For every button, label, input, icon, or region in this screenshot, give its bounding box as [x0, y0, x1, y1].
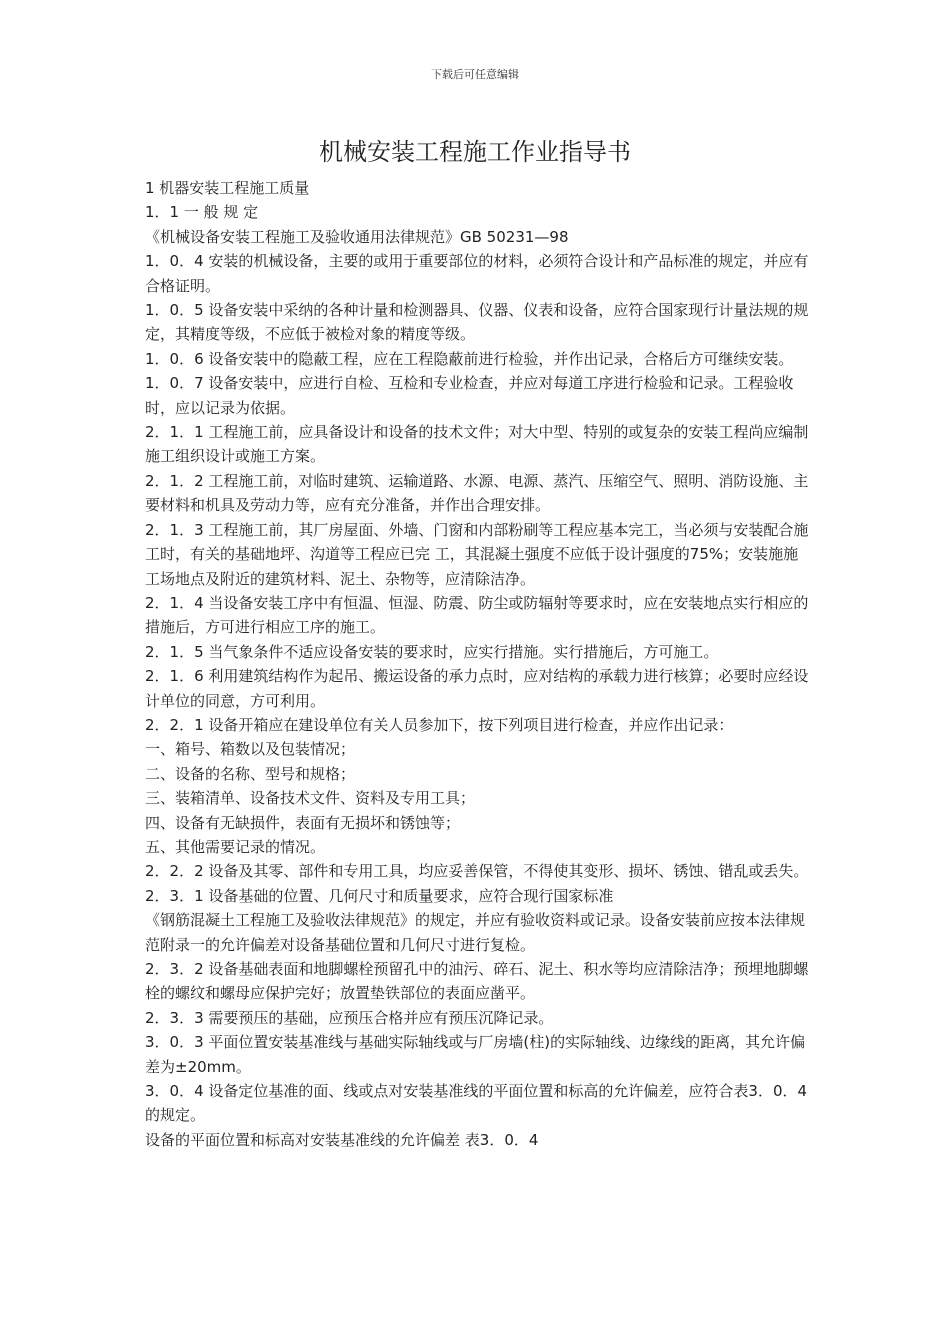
paragraph: 《机械设备安装工程施工及验收通用法律规范》GB 50231—98 — [145, 227, 569, 246]
paragraph: 2．1．2 工程施工前，对临时建筑、运输道路、水源、电源、蒸汽、压缩空气、照明、消防设施、主要材料和机具及劳动力等，应有充分准备，并作出合理安排。 — [145, 471, 809, 515]
paragraph: 《钢筋混凝土工程施工及验收法律规范》的规定，并应有验收资料或记录。设备安装前应按本法律规范附录一的允许偏差对设备基础位置和几何尺寸进行复检。 — [145, 911, 806, 954]
list-item: 一、箱号、箱数以及包装情况； — [145, 740, 356, 759]
list-item: 二、设备的名称、型号和规格； — [145, 764, 356, 783]
list-item: 三、装箱清单、设备技术文件、资料及专用工具； — [145, 789, 476, 808]
paragraph: 1．0．6 设备安装中的隐蔽工程，应在工程隐蔽前进行检验，并作出记录，合格后方可继续安装。 — [145, 349, 794, 368]
paragraph: 3．0．4 设备定位基准的面、线或点对安装基准线的平面位置和标高的允许偏差，应符合表3．0．4 的规定。 — [145, 1082, 808, 1125]
page-header: 下载后可任意编辑 — [431, 68, 519, 81]
paragraph: 2．1．1 工程施工前，应具备设计和设备的技术文件；对大中型、特别的或复杂的安装工程尚应编制施工组织设计或施工方案。 — [145, 423, 809, 466]
list-item: 五、其他需要记录的情况。 — [145, 837, 326, 856]
paragraph: 1 机器安装工程施工质量 — [145, 179, 310, 197]
paragraph: 2．1．4 当设备安装工序中有恒温、恒湿、防震、防尘或防辐射等要求时，应在安装地点实行相应的措施后，方可进行相应工序的施工。 — [145, 593, 809, 637]
paragraph: 1．0．7 设备安装中，应进行自检、互检和专业检查，并应对每道工序进行检验和记录。工程验收时，应以记录为依据。 — [145, 374, 794, 417]
paragraph: 2．1．3 工程施工前，其厂房屋面、外墙、门窗和内部粉刷等工程应基本完工，当必须与安装配合施工时，有关的基础地坪、沟道等工程应已完 工，其混凝土强度不应低于设计强度的75%；安装施施工场地点及附近的建筑材料、泥土、杂物等，应清除洁净。 — [145, 520, 809, 588]
paragraph: 2．3．3 需要预压的基础，应预压合格并应有预压沉降记录。 — [145, 1008, 554, 1027]
paragraph: 2．1．6 利用建筑结构作为起吊、搬运设备的承力点时，应对结构的承载力进行核算；必要时应经设计单位的同意，方可利用。 — [145, 667, 809, 710]
document-body — [145, 176, 810, 1152]
paragraph: 1．0．4 安装的机械设备，主要的或用于重要部位的材料，必须符合设计和产品标准的规定，并应有合格证明。 — [145, 252, 809, 295]
document-title: 机械安装工程施工作业指导书 — [319, 138, 631, 166]
paragraph: 2．2．1 设备开箱应在建设单位有关人员参加下，按下列项目进行检查，并应作出记录： — [145, 715, 734, 734]
paragraph: 1．0．5 设备安装中采纳的各种计量和检测器具、仪器、仪表和设备，应符合国家现行计量法规的规定，其精度等级，不应低于被检对象的精度等级。 — [145, 301, 809, 344]
paragraph: 2．2．2 设备及其零、部件和专用工具，均应妥善保管，不得使其变形、损坏、锈蚀、错乱或丢失。 — [145, 862, 809, 881]
paragraph: 3．0．3 平面位置安装基准线与基础实际轴线或与厂房墙(柱)的实际轴线、边缘线的距离，其允许偏差为±20mm。 — [145, 1033, 806, 1076]
paragraph: 2．3．2 设备基础表面和地脚螺栓预留孔中的油污、碎石、泥土、积水等均应清除洁净；预埋地脚螺栓的螺纹和螺母应保护完好；放置垫铁部位的表面应凿平。 — [145, 960, 809, 1003]
paragraph: 1．1 一 般 规 定 — [145, 203, 259, 222]
table-caption: 设备的平面位置和标高对安装基准线的允许偏差 表3．0．4 — [145, 1130, 539, 1149]
list-item: 四、设备有无缺损件，表面有无损坏和锈蚀等； — [145, 813, 461, 832]
paragraph: 2．1．5 当气象条件不适应设备安装的要求时，应实行措施。实行措施后，方可施工。 — [145, 642, 719, 661]
paragraph: 2．3．1 设备基础的位置、几何尺寸和质量要求，应符合现行国家标准 — [145, 886, 614, 905]
